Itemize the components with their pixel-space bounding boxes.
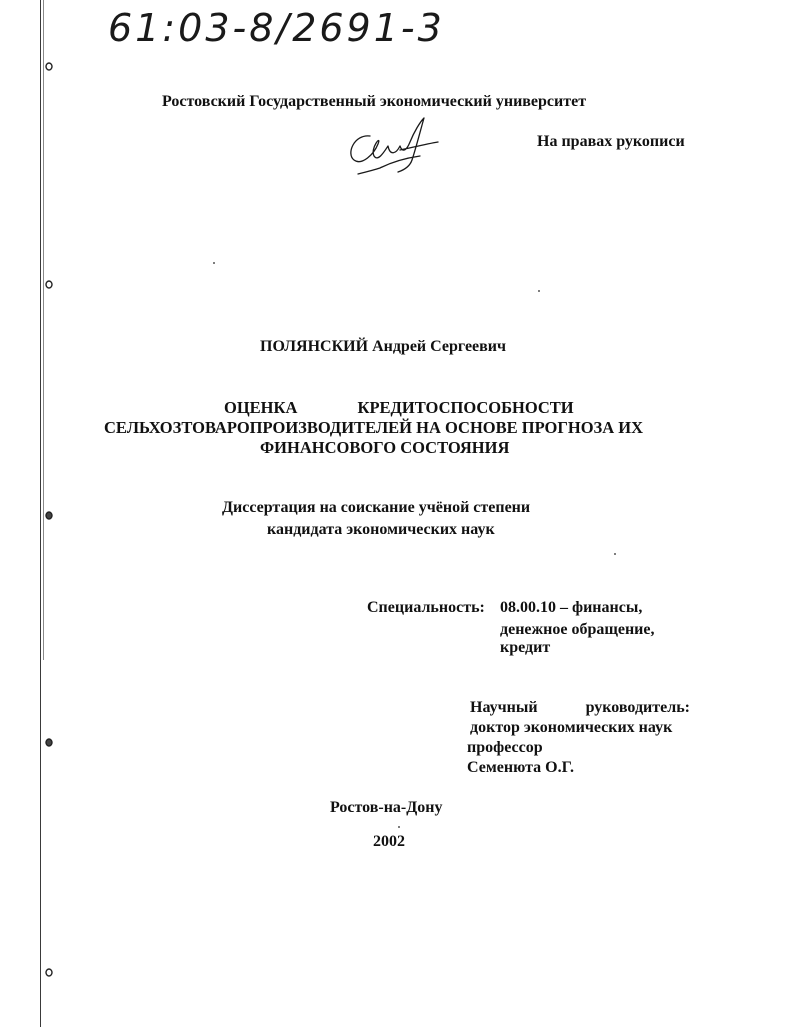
scan-speck bbox=[538, 290, 540, 292]
specialty-line-2: денежное обращение, bbox=[500, 621, 655, 638]
binding-hole-icon bbox=[45, 511, 53, 520]
year: 2002 bbox=[373, 833, 405, 850]
binding-hole-icon bbox=[45, 280, 53, 289]
signature-icon bbox=[340, 112, 450, 184]
binding-hole-icon bbox=[45, 968, 53, 977]
dissertation-title-line-1: ОЦЕНКА КРЕДИТОСПОСОБНОСТИ bbox=[224, 398, 574, 417]
supervisor-degree: доктор экономических наук bbox=[470, 719, 673, 736]
degree-statement-line-2: кандидата экономических наук bbox=[267, 521, 495, 538]
university-name: Ростовский Государственный экономический университет bbox=[162, 93, 587, 110]
binding-hole-icon bbox=[45, 62, 53, 71]
city: Ростов-на-Дону bbox=[330, 799, 443, 816]
specialty-label: Специальность: bbox=[367, 599, 485, 616]
scan-speck bbox=[614, 553, 616, 555]
dissertation-title-line-3: ФИНАНСОВОГО СОСТОЯНИЯ bbox=[260, 438, 510, 457]
dissertation-title-line-2: СЕЛЬХОЗТОВАРОПРОИЗВОДИТЕЛЕЙ НА ОСНОВЕ ПРОГНОЗА ИХ bbox=[104, 418, 644, 437]
supervisor-title: профессор bbox=[467, 739, 543, 756]
binding-hole-icon bbox=[45, 738, 53, 747]
author-name: ПОЛЯНСКИЙ Андрей Сергеевич bbox=[260, 338, 507, 355]
supervisor-name: Семенюта О.Г. bbox=[467, 759, 574, 776]
scan-edge-line bbox=[40, 0, 41, 1027]
specialty-line-3: кредит bbox=[500, 639, 551, 656]
scan-edge-line-faint bbox=[43, 0, 44, 660]
rights-note: На правах рукописи bbox=[537, 133, 685, 150]
supervisor-label: Научный руководитель: bbox=[470, 699, 690, 716]
scan-speck bbox=[398, 826, 400, 828]
scan-speck bbox=[213, 262, 215, 264]
specialty-line-1: 08.00.10 – финансы, bbox=[500, 599, 643, 616]
degree-statement-line-1: Диссертация на соискание учёной степени bbox=[222, 499, 531, 516]
archive-number: 61:03-8/2691-3 bbox=[108, 6, 445, 50]
